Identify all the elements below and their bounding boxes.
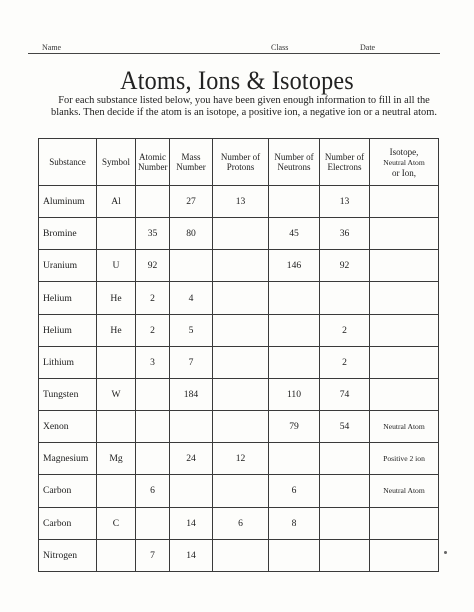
cell-symbol: C xyxy=(97,507,136,539)
cell-symbol xyxy=(97,411,136,443)
cell-atomic xyxy=(136,443,170,475)
cell-electrons: 92 xyxy=(320,250,370,282)
cell-protons xyxy=(213,282,269,314)
col-atomic-number: Atomic Number xyxy=(136,139,170,186)
cell-atomic xyxy=(136,411,170,443)
cell-mass: 5 xyxy=(170,314,213,346)
cell-symbol: He xyxy=(97,282,136,314)
cell-neutrons xyxy=(269,443,320,475)
cell-symbol xyxy=(97,539,136,571)
cell-mass: 14 xyxy=(170,539,213,571)
cell-electrons: 54 xyxy=(320,411,370,443)
cell-neutrons: 110 xyxy=(269,378,320,410)
header-row xyxy=(39,139,439,186)
cell-protons xyxy=(213,411,269,443)
cell-atomic: 7 xyxy=(136,539,170,571)
cell-symbol xyxy=(97,218,136,250)
cell-neutrons: 8 xyxy=(269,507,320,539)
cell-substance: Magnesium xyxy=(39,443,97,475)
cell-protons: 13 xyxy=(213,186,269,218)
worksheet-title: Atoms, Ions & Isotopes xyxy=(120,66,354,95)
col-neutrons: Number of Neutrons xyxy=(269,139,320,186)
col-protons: Number of Protons xyxy=(213,139,269,186)
cell-substance: Helium xyxy=(39,282,97,314)
scan-speck xyxy=(444,551,447,554)
cell-protons: 6 xyxy=(213,507,269,539)
col-mass-number: Mass Number xyxy=(170,139,213,186)
cell-protons xyxy=(213,314,269,346)
cell-mass xyxy=(170,250,213,282)
cell-protons xyxy=(213,218,269,250)
instructions-text: For each substance listed below, you have been given enough information to fill in all the blanks. Then decide if the atom is an isotope, a positive ion, a negative ion or a neutral atom. xyxy=(51,95,437,118)
cell-atomic: 35 xyxy=(136,218,170,250)
cell-classification: Neutral Atom xyxy=(370,411,439,443)
cell-substance: Tungsten xyxy=(39,378,97,410)
cell-symbol: He xyxy=(97,314,136,346)
cell-substance: Nitrogen xyxy=(39,539,97,571)
cell-electrons xyxy=(320,539,370,571)
col-electrons: Number of Electrons xyxy=(320,139,370,186)
cell-mass xyxy=(170,411,213,443)
cell-classification xyxy=(370,218,439,250)
cell-mass: 184 xyxy=(170,378,213,410)
cell-neutrons: 45 xyxy=(269,218,320,250)
cell-atomic: 3 xyxy=(136,346,170,378)
cell-symbol: Mg xyxy=(97,443,136,475)
cell-protons xyxy=(213,475,269,507)
table-row xyxy=(39,314,439,346)
cell-classification xyxy=(370,314,439,346)
cell-classification: Neutral Atom xyxy=(370,475,439,507)
cell-classification: Positive 2 ion xyxy=(370,443,439,475)
cell-substance: Carbon xyxy=(39,507,97,539)
cell-substance: Xenon xyxy=(39,411,97,443)
cell-symbol: W xyxy=(97,378,136,410)
cell-classification xyxy=(370,186,439,218)
col-classification: Isotope, Neutral Atom or Ion, xyxy=(370,139,439,186)
date-label: Date xyxy=(360,43,376,52)
cell-protons xyxy=(213,250,269,282)
cell-substance: Helium xyxy=(39,314,97,346)
cell-neutrons xyxy=(269,539,320,571)
cell-classification xyxy=(370,378,439,410)
cell-electrons: 2 xyxy=(320,314,370,346)
cell-protons: 12 xyxy=(213,443,269,475)
cell-neutrons xyxy=(269,346,320,378)
table-row xyxy=(39,507,439,539)
cell-classification xyxy=(370,539,439,571)
cell-mass: 24 xyxy=(170,443,213,475)
cell-atomic: 6 xyxy=(136,475,170,507)
cell-neutrons: 6 xyxy=(269,475,320,507)
cell-mass xyxy=(170,475,213,507)
cell-mass: 7 xyxy=(170,346,213,378)
cell-atomic xyxy=(136,186,170,218)
cell-electrons: 2 xyxy=(320,346,370,378)
cell-neutrons: 146 xyxy=(269,250,320,282)
cell-protons xyxy=(213,378,269,410)
cell-atomic xyxy=(136,507,170,539)
cell-protons xyxy=(213,346,269,378)
table-row xyxy=(39,346,439,378)
cell-electrons xyxy=(320,282,370,314)
cell-classification xyxy=(370,282,439,314)
cell-classification xyxy=(370,507,439,539)
table-row xyxy=(39,218,439,250)
cell-substance: Bromine xyxy=(39,218,97,250)
cell-neutrons: 79 xyxy=(269,411,320,443)
cell-neutrons xyxy=(269,314,320,346)
cell-neutrons xyxy=(269,186,320,218)
cell-symbol xyxy=(97,475,136,507)
table-row xyxy=(39,539,439,571)
col-symbol: Symbol xyxy=(97,139,136,186)
table-row xyxy=(39,186,439,218)
cell-electrons xyxy=(320,475,370,507)
cell-electrons xyxy=(320,443,370,475)
name-label: Name xyxy=(42,43,62,52)
table-row xyxy=(39,378,439,410)
cell-symbol: Al xyxy=(97,186,136,218)
cell-symbol: U xyxy=(97,250,136,282)
cell-mass: 4 xyxy=(170,282,213,314)
cell-atomic xyxy=(136,378,170,410)
cell-electrons: 36 xyxy=(320,218,370,250)
cell-atomic: 92 xyxy=(136,250,170,282)
cell-substance: Uranium xyxy=(39,250,97,282)
cell-substance: Carbon xyxy=(39,475,97,507)
cell-atomic: 2 xyxy=(136,282,170,314)
cell-substance: Lithium xyxy=(39,346,97,378)
cell-electrons: 13 xyxy=(320,186,370,218)
cell-mass: 14 xyxy=(170,507,213,539)
class-label: Class xyxy=(271,43,289,52)
cell-classification xyxy=(370,250,439,282)
cell-protons xyxy=(213,539,269,571)
table-row xyxy=(39,443,439,475)
cell-atomic: 2 xyxy=(136,314,170,346)
cell-classification xyxy=(370,346,439,378)
cell-symbol xyxy=(97,346,136,378)
cell-neutrons xyxy=(269,282,320,314)
header-underline xyxy=(28,53,440,54)
table-row xyxy=(39,282,439,314)
cell-substance: Aluminum xyxy=(39,186,97,218)
worksheet-table xyxy=(38,138,439,572)
table-row xyxy=(39,475,439,507)
cell-electrons: 74 xyxy=(320,378,370,410)
cell-mass: 27 xyxy=(170,186,213,218)
table-row xyxy=(39,250,439,282)
cell-mass: 80 xyxy=(170,218,213,250)
cell-electrons xyxy=(320,507,370,539)
col-substance: Substance xyxy=(39,139,97,186)
table-row xyxy=(39,411,439,443)
